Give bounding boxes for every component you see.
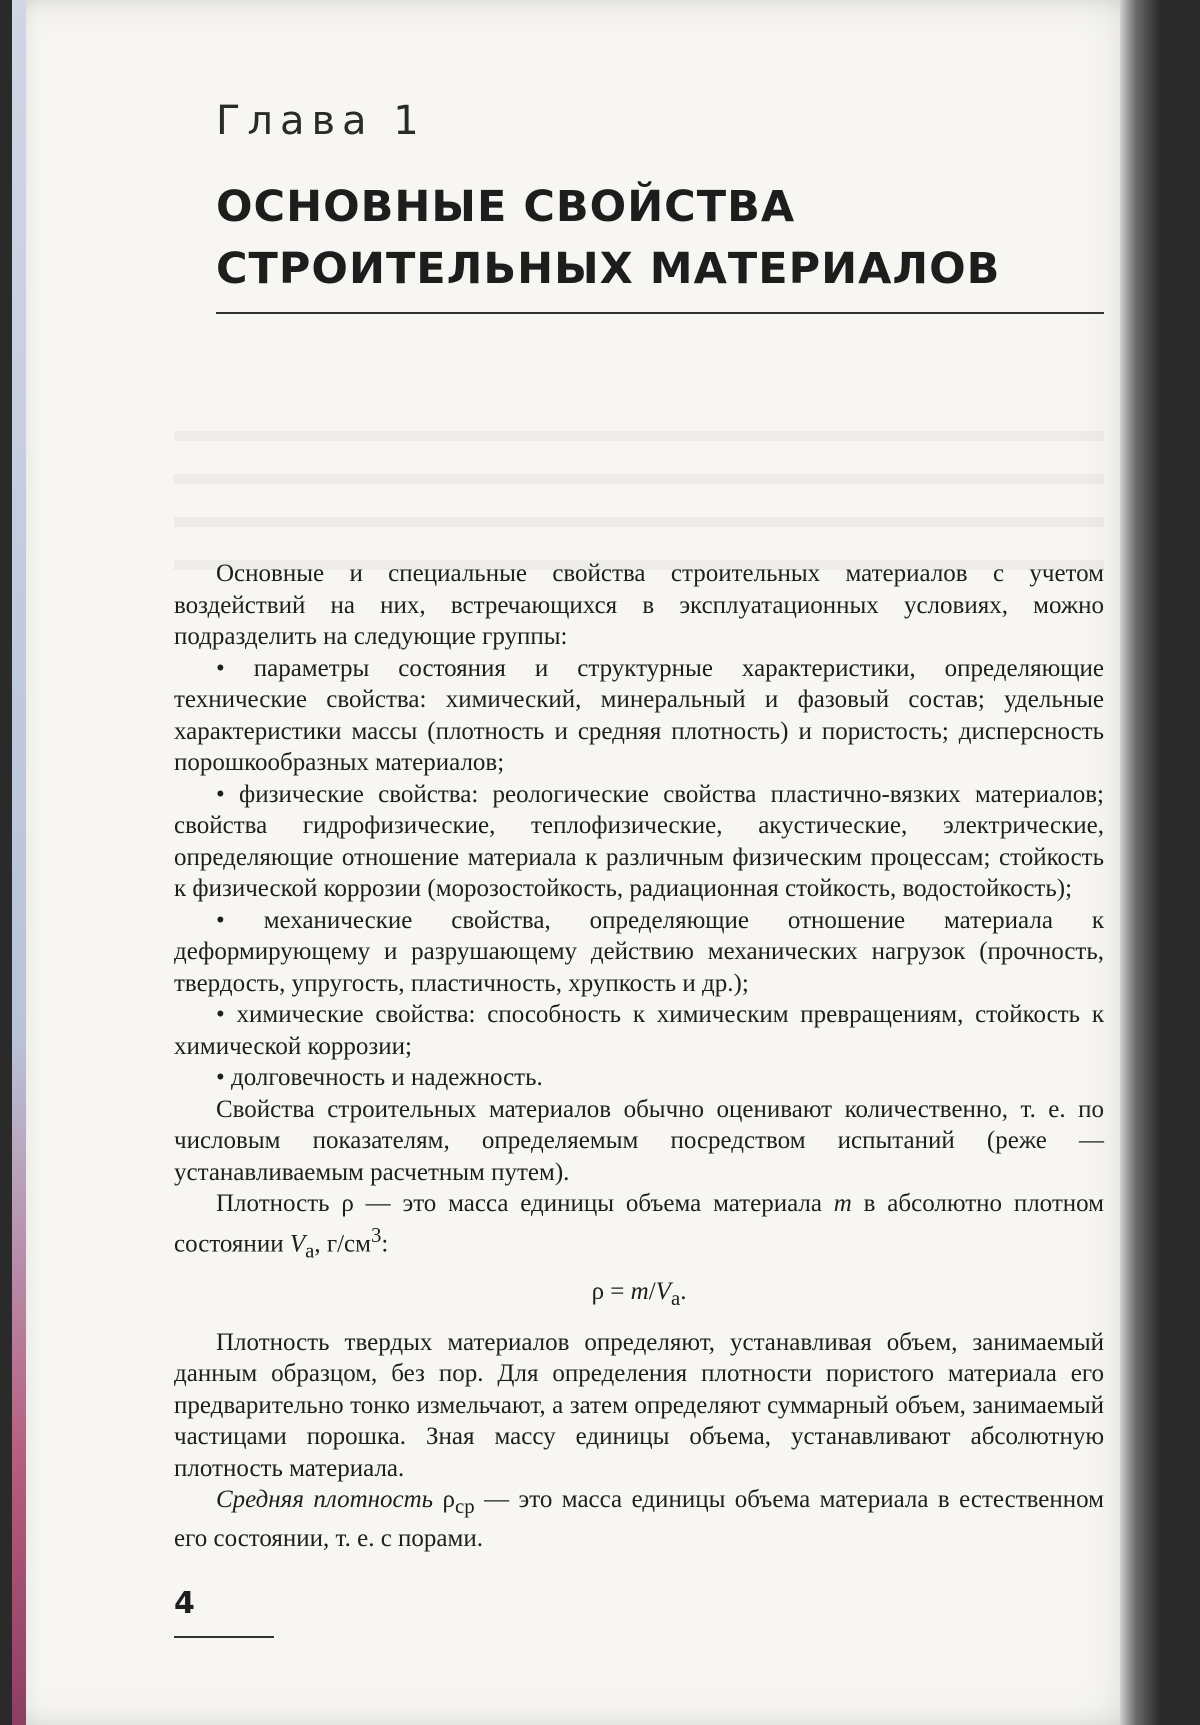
list-item-state-parameters: • параметры состояния и структурные характеристики, определяющие технические свойства: химический, минеральный и фазовый состав; удельные характеристики массы (плотность и средняя плотность) и пористость; дисперсность порошкообразных материалов; <box>174 654 1104 776</box>
paragraph-evaluation: Свойства строительных материалов обычно оценивают количественно, т. е. по числовым показателям, определяемым посредством испытаний (реже — устанавливаемым расчетным путем). <box>174 1095 1104 1186</box>
page-number: 4 <box>174 1586 195 1621</box>
density-formula: $\rho = m/V_а$. <box>591 1278 687 1311</box>
page-number-rule <box>174 1636 274 1638</box>
list-item-mechanical-properties: • механические свойства, определяющие отношение материала к деформирующему и разрушающему действию механических нагрузок (прочность, твердость, упругость, пластичность, хрупкость и др.); <box>174 906 1104 997</box>
paragraph-solid-density: Плотность твердых материалов определяют, устанавливая объем, занимаемый данным образцом, без пор. Для определения плотности пористого материала его предварительно тонко измельчают, а затем определяют суммарный объем, занимаемый частицами порошка. Зная массу единицы объема, устанавливают абсолютную плотность материала. <box>174 1328 1104 1482</box>
chapter-title-line-2: СТРОИТЕЛЬНЫХ МАТЕРИАЛОВ <box>216 244 1001 294</box>
paragraph-density-definition: Плотность ρ — это масса единицы объема материала m в абсолютно плотном состоянии $V_а$, $г/см^3$: <box>174 1190 1105 1262</box>
chapter-title-line-1: ОСНОВНЫЕ СВОЙСТВА <box>216 182 796 232</box>
list-item-physical-properties: • физические свойства: реологические свойства пластично-вязких материалов; свойства гидрофизические, теплофизические, акустические, электрические, определяющие отношение материала к различным физическим процессам; стойкость к физической коррозии (морозостойкость, радиационная стойкость, водостойкость); <box>174 780 1104 902</box>
paragraph-average-density: Средняя плотность $\rho_{ср}$ — это масса единицы объема материала в естественном его состоянии, т. е. с порами. <box>174 1486 1105 1552</box>
bleed-through-text <box>174 398 1104 570</box>
body-text <box>174 558 1104 1554</box>
list-item-durability: • долговечность и надежность. <box>216 1064 543 1091</box>
chapter-label: Глава 1 <box>216 98 426 144</box>
chapter-title <box>216 176 1000 300</box>
book-page <box>12 0 1160 1725</box>
list-item-chemical-properties: • химические свойства: способность к химическим превращениям, стойкость к химической коррозии; <box>174 1001 1104 1060</box>
book-binding <box>1120 0 1160 1725</box>
paragraph-intro: Основные и специальные свойства строительных материалов с учетом воздействий на них, встречающихся в эксплуатационных условиях, можно подразделить на следующие группы: <box>174 560 1104 650</box>
page-left-edge <box>12 0 26 1725</box>
chapter-rule <box>216 312 1104 314</box>
